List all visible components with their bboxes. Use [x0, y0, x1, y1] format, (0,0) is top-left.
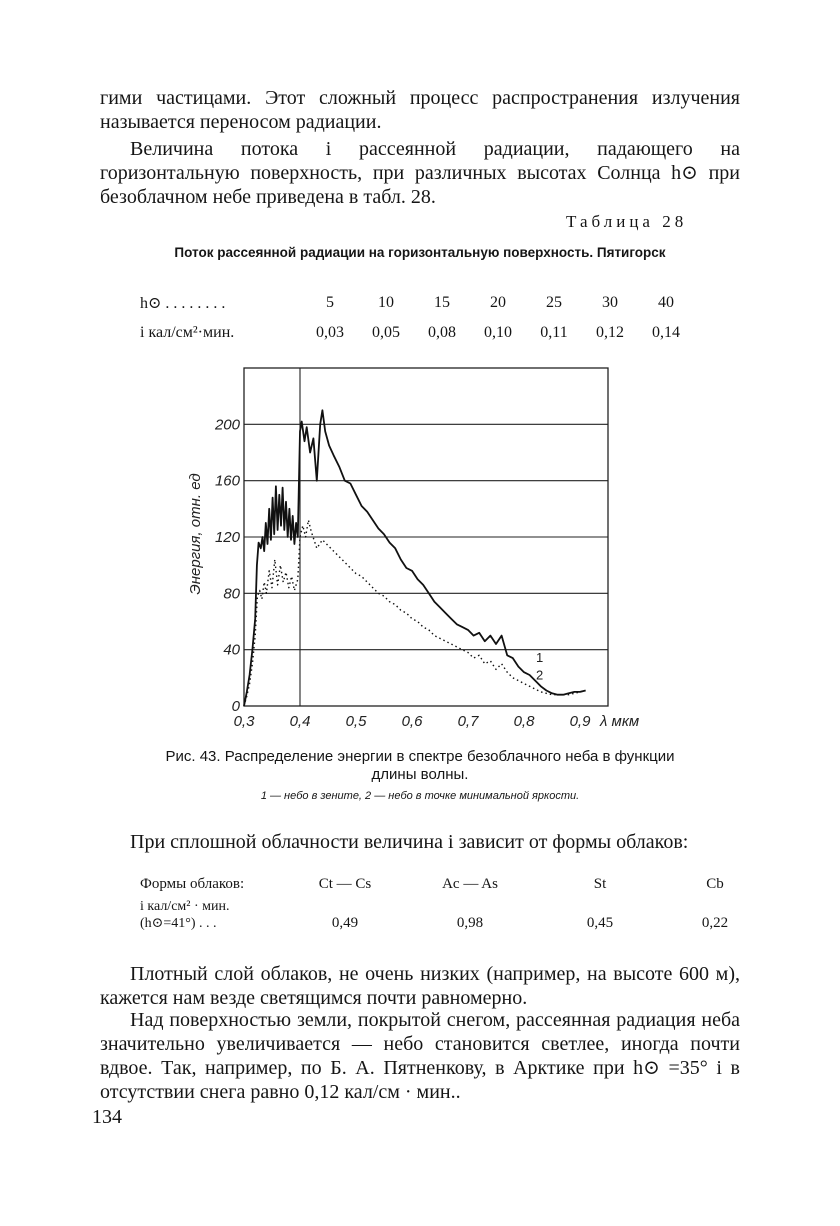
table-cell: 0,08	[428, 324, 456, 341]
x-tick-label: 0,3	[233, 713, 255, 730]
x-axis-label: λ мкм	[600, 713, 640, 730]
table-cell: 10	[378, 294, 394, 311]
table-row	[140, 876, 770, 893]
figure-caption: Рис. 43. Распределение энергии в спектре безоблачного неба в функции длины волны.	[165, 748, 675, 783]
table-cell: 25	[546, 294, 562, 311]
row-label-altitude: h⊙ . . . . . . . .	[140, 295, 226, 312]
table-cell: 0,49	[331, 915, 359, 931]
table-cell: Cb	[706, 876, 724, 892]
y-tick-label: 200	[214, 416, 240, 434]
paragraph-intro-end: гими частицами. Этот сложный процесс распространения излучения называется переносом радиации.	[100, 87, 740, 133]
table-title: Поток рассеянной радиации на горизонтальную поверхность. Пятигорск	[174, 245, 666, 260]
table-28	[140, 288, 694, 348]
figure-legend: 1 — небо в зените, 2 — небо в точке минимальной яркости.	[260, 790, 580, 802]
table-cell: Ct — Cs	[318, 876, 372, 892]
paragraph-snow: Над поверхностью земли, покрытой снегом, рассеянная радиация неба значительно увеличивается — небо становится светлее, иногда почти вдвое. Так, например, по Б. А. Пятненкову, в Арктике при h⊙ =35° i в отсутствии снега равно 0,12 кал/см · мин..	[100, 1009, 740, 1103]
x-tick-label: 0,7	[457, 713, 479, 730]
table-cell: 0,05	[372, 324, 400, 341]
table-cell: 0,10	[484, 324, 512, 341]
table-row	[140, 288, 694, 318]
x-tick-label: 0,5	[345, 713, 367, 730]
table-row	[140, 893, 770, 915]
table-cell: 5	[326, 294, 334, 311]
x-tick-label: 0,8	[513, 713, 535, 730]
paragraph-flux-intro: Величина потока i рассеянной радиации, падающего на горизонтальную поверхность, при различных высотах Солнца h⊙ при безоблачном небе приведена в табл. 28.	[100, 138, 740, 208]
table-cell: 0,03	[316, 324, 344, 341]
table-cell: 0,14	[652, 324, 680, 341]
table-cell: 30	[602, 294, 618, 311]
condition-label: (h⊙=41°) . . .	[140, 916, 217, 931]
table-cell: 20	[490, 294, 506, 311]
table-cell: 0,98	[456, 915, 484, 931]
table-cell: 0,22	[701, 915, 729, 931]
table-cell: 0,12	[596, 324, 624, 341]
page-number: 134	[92, 1106, 122, 1128]
y-axis-label: Энергия, отн. ед	[187, 473, 204, 595]
table-cell: St	[593, 876, 607, 892]
table-label: Таблица 28	[566, 212, 688, 231]
x-tick-label: 0,6	[401, 713, 423, 730]
y-tick-label: 80	[223, 585, 240, 603]
unit-label: i кал/см² · мин.	[140, 899, 230, 914]
table-cell: 0,45	[586, 915, 614, 931]
row-label-flux: i кал/см²·мин.	[140, 324, 235, 341]
table-cell: Ac — As	[442, 876, 498, 892]
clouds-label: Формы облаков:	[140, 876, 245, 892]
table-cell: 0,11	[540, 324, 568, 341]
x-tick-label: 0,4	[289, 713, 311, 730]
table-row	[140, 915, 770, 932]
paragraph-dense-clouds: Плотный слой облаков, не очень низких (например, на высоте 600 м), кажется нам везде светящимся почти равномерно.	[100, 963, 740, 1009]
chart-ticks	[214, 416, 639, 730]
chart-series	[244, 410, 586, 706]
series-label: 2	[536, 667, 544, 683]
table-cell: 40	[658, 294, 674, 311]
paragraph-clouds: При сплошной облачности величина i зависит от формы облаков:	[130, 831, 689, 853]
y-tick-label: 120	[214, 529, 240, 546]
x-tick-label: 0,9	[569, 713, 591, 730]
series-line-2	[244, 520, 586, 706]
clouds-table	[140, 876, 770, 932]
y-tick-label: 40	[223, 641, 240, 659]
y-tick-label: 0	[231, 698, 240, 715]
spectrum-chart	[180, 362, 660, 742]
series-line-1	[244, 410, 586, 706]
table-cell: 15	[434, 294, 450, 311]
series-label: 1	[536, 650, 544, 666]
table-row	[140, 318, 694, 348]
y-tick-label: 160	[214, 472, 240, 490]
